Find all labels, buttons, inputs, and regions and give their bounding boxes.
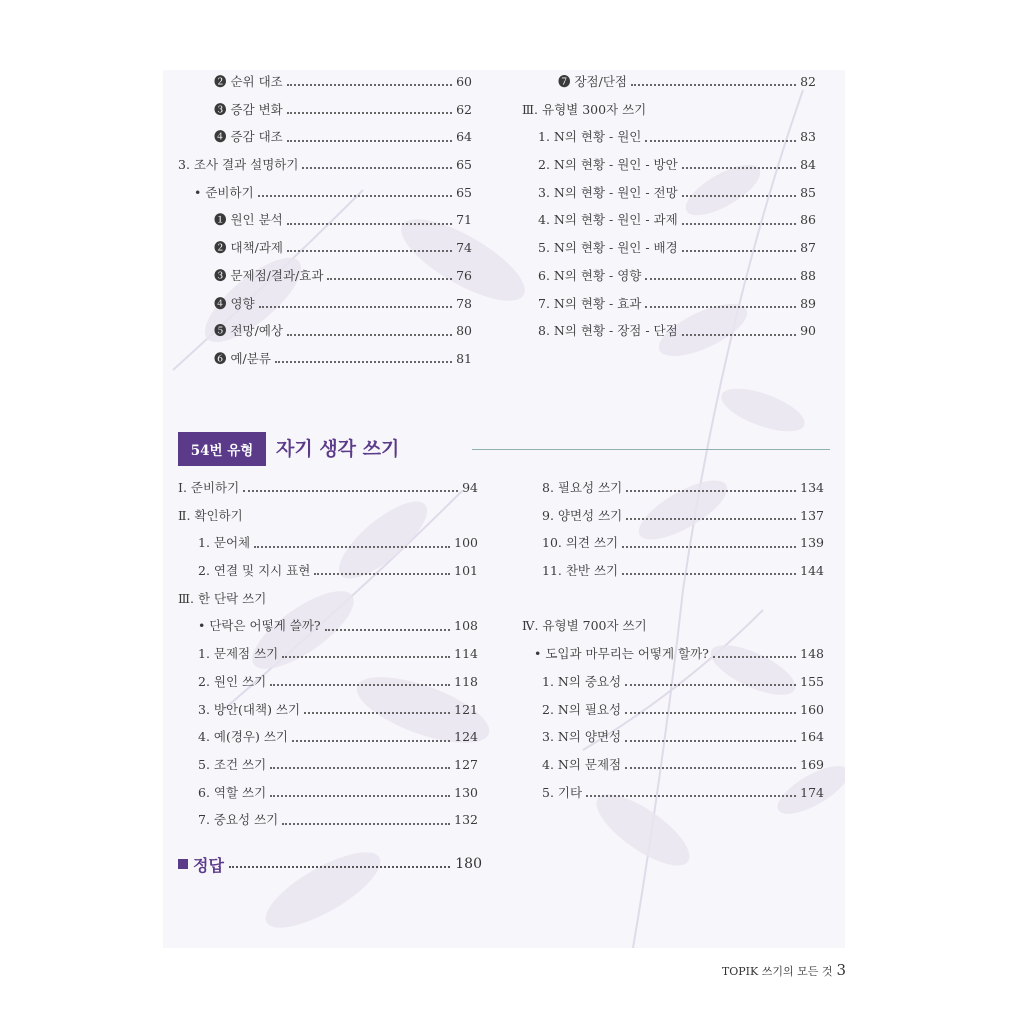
toc-page-number: 81 [456,350,472,366]
toc-entry-label: ❹ 증감 대조 [214,129,283,145]
dot-leader [645,277,796,280]
toc-entry-label: 2. 원인 쓰기 [198,673,267,689]
toc-page-number: 87 [800,240,816,256]
toc-entry-label: 3. 방안(대책) 쓰기 [198,701,301,717]
toc-page-number: 127 [454,756,478,772]
toc-entry-label: ❻ 예/분류 [214,350,271,366]
dot-leader [229,866,450,868]
toc-page-number: 89 [800,295,816,311]
toc-entry-label: 10. 의견 쓰기 [542,535,619,551]
section-title: 자기 생각 쓰기 [276,438,400,460]
dot-leader [314,572,450,575]
dot-leader [586,794,796,797]
toc-page-number: 90 [800,323,816,339]
toc-entry-label: 7. 중요성 쓰기 [198,812,279,828]
toc-page-number: 83 [800,129,816,145]
toc-entry [178,502,478,530]
toc-entry[interactable] [178,529,478,557]
toc-entry[interactable] [178,806,478,834]
toc-entry[interactable] [178,612,478,640]
toc-entry-label: • 준비하기 [194,184,254,200]
dot-leader [270,794,450,797]
dot-leader [713,655,796,658]
dot-leader [287,222,452,225]
toc-entry[interactable] [522,723,824,751]
toc-entry[interactable] [522,696,824,724]
toc-entry[interactable] [522,234,816,262]
toc-page-number: 180 [455,856,482,872]
toc-page-number: 65 [456,157,472,173]
toc-page-number: 169 [800,756,824,772]
toc-entry[interactable] [178,206,472,234]
dot-leader [682,166,796,169]
dot-leader [270,683,450,686]
toc-page-number: 155 [800,673,824,689]
dot-leader [625,683,796,686]
toc-entry[interactable] [178,557,478,585]
toc-entry-label: 2. 연결 및 지시 표현 [198,563,311,579]
toc-entry-label: Ⅲ. 한 단락 쓰기 [178,590,267,606]
toc-entry[interactable] [522,529,824,557]
dot-leader [287,83,452,86]
toc-entry-label: 2. N의 필요성 [542,701,622,717]
dot-leader [645,305,796,308]
toc-page-number: 101 [454,563,478,579]
dot-leader [287,111,452,114]
toc-entry[interactable] [178,234,472,262]
toc-entry-label: ❷ 대책/과제 [214,240,283,256]
toc-entry[interactable] [522,68,816,96]
toc-entry-label: 2. N의 현황 - 원인 - 방안 [538,157,678,173]
toc-page-number: 139 [800,535,824,551]
toc-entry-label: ❹ 영향 [214,295,255,311]
toc-page-number: 121 [454,701,478,717]
toc-entry-label: ❶ 원인 분석 [214,212,283,228]
toc-page-number: 137 [800,507,824,523]
toc-page-number: 164 [800,729,824,745]
dot-leader [682,222,796,225]
toc-entry-label: Ⅰ. 준비하기 [178,480,240,495]
toc-entry-label: • 단락은 어떻게 쓸까? [198,618,321,634]
toc-entry[interactable] [522,262,816,290]
toc-page-number: 60 [456,74,472,89]
toc-page-number: 76 [456,267,472,283]
dot-leader [626,517,796,520]
dot-leader [327,277,452,280]
toc-entry[interactable] [522,751,824,779]
dot-leader [282,655,450,658]
dot-leader [622,572,796,575]
toc-entry-label: 1. N의 현황 - 원인 [538,129,642,145]
dot-leader [682,249,796,252]
toc-entry-label: ❸ 문제점/결과/효과 [214,267,324,283]
toc-entry-label: 1. 문제점 쓰기 [198,646,279,662]
toc-entry[interactable] [178,668,478,696]
toc-page-number: 174 [800,784,824,800]
toc-page-number: 94 [462,480,478,495]
toc-entry[interactable] [178,751,478,779]
toc-entry[interactable] [522,502,824,530]
toc-page-number: 100 [454,535,478,551]
toc-entry[interactable] [522,123,816,151]
toc-page-number: 118 [454,673,478,689]
dot-leader [254,545,450,548]
toc-entry[interactable] [522,668,824,696]
toc-page-number: 130 [454,784,478,800]
toc-column-top-right [522,68,816,345]
dot-leader [304,711,450,714]
toc-entry[interactable] [522,557,824,585]
toc-entry[interactable] [178,123,472,151]
toc-entry-label: 5. 기타 [542,784,583,800]
section-badge: 54번 유형 [178,432,266,466]
toc-entry-label: 11. 찬반 쓰기 [542,563,619,579]
toc-entry [178,585,478,613]
toc-column-top-left [178,68,472,373]
toc-column-bottom-right [522,474,824,806]
dot-leader [270,766,450,769]
toc-entry-label: ❸ 증감 변화 [214,101,283,117]
toc-entry[interactable] [178,179,472,207]
toc-entry-label: ❷ 순위 대조 [214,74,283,89]
dot-leader [325,628,451,631]
toc-column-bottom-left [178,474,478,834]
toc-entry[interactable] [522,640,824,668]
toc-entry[interactable] [178,474,478,502]
toc-entry-label: 1. N의 중요성 [542,673,622,689]
square-bullet-icon [178,859,188,869]
toc-page-number: 78 [456,295,472,311]
toc-page-number: 124 [454,729,478,745]
toc-entry[interactable] [522,179,816,207]
dot-leader [275,360,452,363]
toc-entry-label: 4. N의 문제점 [542,756,622,772]
toc-entry[interactable] [522,474,824,502]
toc-page-number: 80 [456,323,472,339]
toc-entry-label: ❺ 전망/예상 [214,323,283,339]
dot-leader [302,166,452,169]
toc-page-number: 132 [454,812,478,828]
toc-page-number: 71 [456,212,472,228]
dot-leader [258,194,452,197]
toc-entry-answers[interactable] [178,850,482,878]
toc-page-number: 134 [800,480,824,495]
toc-entry-label: Ⅲ. 유형별 300자 쓰기 [522,101,647,117]
toc-page-number: 82 [800,74,816,89]
toc-entry-label: 3. N의 양면성 [542,729,622,745]
toc-entry[interactable] [178,723,478,751]
toc-page-number: 148 [800,646,824,662]
dot-leader [625,766,796,769]
toc-entry[interactable] [178,779,478,807]
toc-entry-label: • 도입과 마무리는 어떻게 할까? [534,646,709,662]
toc-entry[interactable] [522,206,816,234]
dot-leader [682,194,796,197]
section-divider [472,449,830,450]
toc-entry-label: 6. 역할 쓰기 [198,784,267,800]
toc-entry-label: 5. N의 현황 - 원인 - 배경 [538,240,678,256]
toc-entry-label: 정답 [193,855,224,875]
toc-entry[interactable] [178,151,472,179]
toc-entry-label: 6. N의 현황 - 영향 [538,267,642,283]
toc-page-number: 160 [800,701,824,717]
toc-entry[interactable] [522,317,816,345]
toc-page-number: 88 [800,267,816,283]
dot-leader [631,83,796,86]
dot-leader [282,822,450,825]
toc-entry-label: 4. 예(경우) 쓰기 [198,729,289,745]
dot-leader [645,139,796,142]
dot-leader [243,489,458,492]
toc-entry-label: 5. 조건 쓰기 [198,756,267,772]
dot-leader [287,139,452,142]
toc-page-number: 114 [454,646,478,662]
toc-page-number: 108 [454,618,478,634]
toc-entry[interactable] [178,345,472,373]
footer-page-number: 3 [836,961,846,979]
dot-leader [259,305,452,308]
toc-entry-label: 3. 조사 결과 설명하기 [178,157,299,173]
toc-page-number: 64 [456,129,472,145]
dot-leader [626,489,796,492]
toc-entry[interactable] [178,68,472,96]
toc-entry[interactable] [522,290,816,318]
toc-entry-label: 8. 필요성 쓰기 [542,480,623,495]
toc-entry[interactable] [178,290,472,318]
toc-entry-label: ❼ 장점/단점 [558,74,627,89]
toc-page-number: 65 [456,184,472,200]
toc-entry-label: 9. 양면성 쓰기 [542,507,623,523]
toc-page-number: 86 [800,212,816,228]
toc-entry[interactable] [522,151,816,179]
toc-page-number: 85 [800,184,816,200]
toc-entry[interactable] [178,640,478,668]
toc-entry[interactable] [178,96,472,124]
toc-page-number: 62 [456,101,472,117]
dot-leader [292,739,450,742]
dot-leader [625,711,796,714]
toc-page-number: 144 [800,563,824,579]
dot-leader [625,739,796,742]
toc-entry-label: Ⅳ. 유형별 700자 쓰기 [522,618,647,634]
toc-page-number: 84 [800,157,816,173]
dot-leader [287,249,452,252]
toc-entry[interactable] [522,779,824,807]
toc-entry [522,96,816,124]
toc-entry-label: 1. 문어체 [198,535,251,551]
toc-entry-label: 3. N의 현황 - 원인 - 전망 [538,184,678,200]
footer-book-title: TOPIK 쓰기의 모든 것 [721,965,833,978]
toc-entry-label: 8. N의 현황 - 장점 - 단점 [538,323,678,339]
dot-leader [287,333,452,336]
toc-entry-label: 4. N의 현황 - 원인 - 과제 [538,212,678,228]
toc-entry[interactable] [178,696,478,724]
toc-page-number: 74 [456,240,472,256]
toc-entry-label: 7. N의 현황 - 효과 [538,295,642,311]
toc-entry [522,585,824,613]
dot-leader [622,545,796,548]
dot-leader [682,333,796,336]
toc-entry[interactable] [178,262,472,290]
toc-entry [522,612,824,640]
toc-entry-label: Ⅱ. 확인하기 [178,507,243,523]
toc-entry[interactable] [178,317,472,345]
page-footer [722,961,846,979]
